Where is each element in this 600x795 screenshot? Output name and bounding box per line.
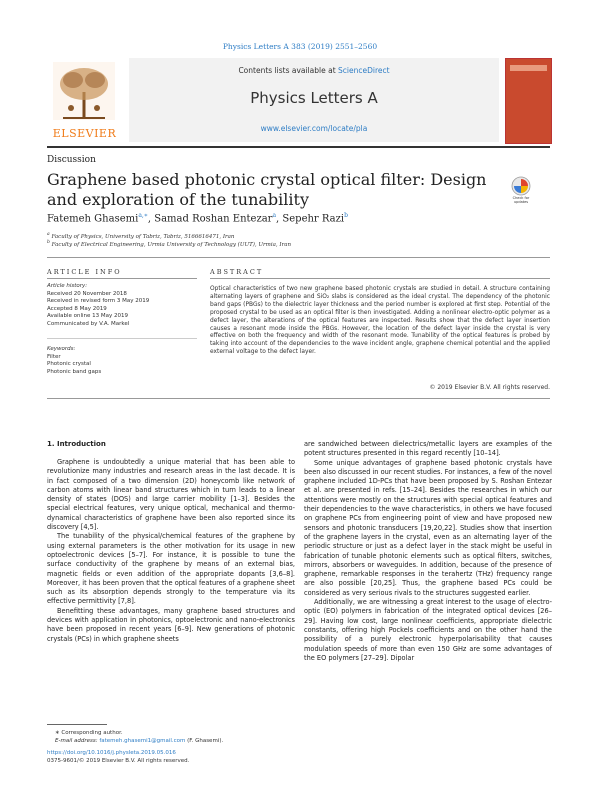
divider: [47, 398, 550, 399]
author-affiliation-mark: a: [272, 212, 277, 219]
history-item: Accepted 8 May 2019: [47, 305, 107, 312]
check-for-updates-badge[interactable]: [508, 176, 534, 206]
footnote: ∗ Corresponding author. E-mail address: fatemeh.ghasemi1@gmail.com (F. Ghasemi).: [55, 730, 295, 745]
contents-line: [129, 66, 499, 75]
keyword: Filter: [47, 353, 61, 360]
article-type: Discussion: [47, 155, 96, 165]
header-divider: [47, 146, 550, 148]
journal-name: Physics Letters A: [250, 89, 378, 107]
intro-left-column: [47, 458, 295, 644]
abstract-copyright: © 2019 Elsevier B.V. All rights reserved.: [429, 384, 550, 391]
divider: [47, 338, 197, 339]
keyword: Photonic band gaps: [47, 368, 102, 375]
sciencedirect-link[interactable]: ScienceDirect: [338, 66, 390, 75]
footnote-rule: [47, 724, 107, 725]
intro-right-column: [304, 440, 552, 663]
journal-banner: [129, 58, 499, 142]
affiliation: $^a$ Faculty of Physics, University of Tabriz, Tabriz, 5166616471, Iran: [47, 232, 235, 240]
journal-cover-image: [505, 58, 552, 144]
author-affiliation-mark: a,∗: [138, 212, 148, 219]
divider: [47, 278, 197, 279]
email-link[interactable]: fatemeh.ghasemi1@gmail.com: [99, 737, 186, 744]
history-item: Available online 13 May 2019: [47, 313, 129, 319]
keyword: Photonic crystal: [47, 361, 91, 367]
author-name[interactable]: Sepehr Razi: [282, 213, 345, 225]
history-item: Received in revised form 3 May 2019: [47, 298, 150, 304]
article-title: Graphene based photonic crystal optical filter: Design and exploration of the tunability: [47, 170, 487, 209]
author-list: Fatemeh Ghasemi$^{a,∗}$, Samad Roshan Entezar$^a$, Sepehr Razi$^b$: [47, 212, 348, 225]
divider: [47, 257, 550, 258]
article-history: Article history: Received 20 November 2018 Received in revised form 3 May 2019 Accepted 8 May 2019 Available online 13 May 2019 Communicated by V.A. Markel: [47, 283, 187, 328]
journal-reference[interactable]: Physics Letters A 383 (2019) 2551–2560: [222, 42, 378, 51]
journal-url-link[interactable]: www.elsevier.com/locate/pla: [260, 124, 368, 133]
author-name[interactable]: Samad Roshan Entezar: [154, 213, 273, 225]
author-name[interactable]: Fatemeh Ghasemi: [47, 213, 139, 225]
paragraph: are sandwiched between dielectrics/metallic layers are examples of the potent structures presented in this regard recently [10–14].: [304, 440, 552, 458]
paragraph: Benefitting these advantages, many graphene based structures and devices with application in photonics, optoelectronic and nano-electronics have been proposed in recent years [6–9]. New generations of photonic crystals (PCs) in which graphene sheets: [47, 606, 295, 643]
keywords: Keywords: Filter Photonic crystal Photonic band gaps: [47, 346, 187, 376]
paragraph: The tunability of the physical/chemical features of the graphene by using external parameters is the other motivation for its usage in new optoelectronic devices [5–7]. For instance, it is possible to tune the surface conductivity of the graphene by means of an external bias, magnetic fields or even addition of the appropriate dopants [3,6–8]. Moreover, it has been proven that the optical features of a graphene sheet such as its absorption depends strongly to the temperature via its effective permittivity [7,8].: [47, 532, 295, 606]
elsevier-logo: [47, 58, 122, 142]
contents-prefix: Contents lists available at: [238, 66, 336, 75]
badge-label: Check for updates: [512, 196, 530, 204]
doi-link[interactable]: https://doi.org/10.1016/j.physleta.2019.05.016: [47, 750, 176, 756]
paragraph: Graphene is undoubtedly a unique material that has been able to revolutionize many industries and research areas in the last decade. It is in fact composed of a two dimension (2D) honeycomb like network of carbon atoms with linear band structures which in turn leads to a linear density of states (DOS) and large carrier mobility [1–3]. Besides the special electrical features, very unique optical, mechanical and thermo-dynamical characteristics of graphene have been also reported since its discovery [4,5].: [47, 458, 295, 532]
history-item: Received 20 November 2018: [47, 290, 127, 297]
affiliation: $^b$ Faculty of Electrical Engineering, Urmia University of Technology (UUT), Urmia, Iran: [47, 240, 292, 248]
abstract-text: Optical characteristics of two new graphene based photonic crystals are studied in detail. A structure containing alternating layers of graphene and SiO₂ slabs is considered as the ideal crystal. The dependency of the photonic band gaps (PBGs) to the dielectric layer thickness and the period number is explored at first step. Potential of the proposed crystal to be used as an optical filter is then investigated. Adding a nonlinear electro-optic polymer as a defect layer, the alterations of the optical features are inspected. Results show that the defect layer insertion causes a resonant mode inside the PBGs. However, the location of the defect layer inside the crystal is very effective on both the frequency and width of the resonant mode. Tunability of the optical features is probed by taking into account of the dependencies to the wave incident angle, graphene chemical potential and the applied external voltage to the defect layer.: [210, 286, 550, 356]
corresponding-author-note: ∗ Corresponding author.: [55, 730, 123, 736]
check-updates-icon: [508, 176, 534, 196]
article-identifiers: [47, 750, 347, 765]
paragraph: Additionally, we are witnessing a great interest to the usage of electro-optic (EO) polymers in fabrication of the integrated optical devices [26–29]. Having low cost, large nonlinear coefficients, appropriate dielectric constants, offering high Pockels coefficients and on the other hand the possibility of a purely electronic hyperpolarisability that causes modulation speeds of more than even 150 GHz are some advantages of the EO polymers [27–29]. Dipolar: [304, 598, 552, 662]
issn-line: 0375-9601/© 2019 Elsevier B.V. All rights reserved.: [47, 757, 190, 764]
section-heading: 1. Introduction: [47, 440, 106, 448]
divider: [210, 278, 550, 279]
author-affiliation-mark: b: [344, 212, 348, 219]
elsevier-tree-icon: [53, 62, 115, 120]
abstract-heading: ABSTRACT: [210, 268, 264, 276]
article-info-heading: ARTICLE INFO: [47, 268, 122, 276]
paragraph: Some unique advantages of graphene based photonic crystals have been also discussed in our recent studies. For instances, a few of the novel graphene included 1D-PCs that have been proposed by S. Roshan Entezar et al. are presented in refs. [15–24]. Besides the researches in which our attentions were mostly on the structures with special optical features and their dependencies to the wave characteristics, in others we have focused on graphene PCs from engineering point of view and have proposed new sensors and photonic transducers [19,20,22]. Studies show that insertion of the graphene layers in the crystal, even as an alternating layer of the periodic structure or just as a defect layer in the stack might be useful in fabrication of tunable photonic elements such as optical filters, switches, mirrors, absorbers or waveguides. In addition, because of the presence of graphene, remarkable responses in the terahertz (THz) frequency range are also possible [20,25]. Thus, the graphene based PCs could be considered as very serious rivals to the structures suggested earlier.: [304, 458, 553, 597]
journal-header: [47, 58, 550, 142]
history-item: Communicated by V.A. Markel: [47, 320, 130, 327]
publisher-name: ELSEVIER: [52, 127, 117, 140]
